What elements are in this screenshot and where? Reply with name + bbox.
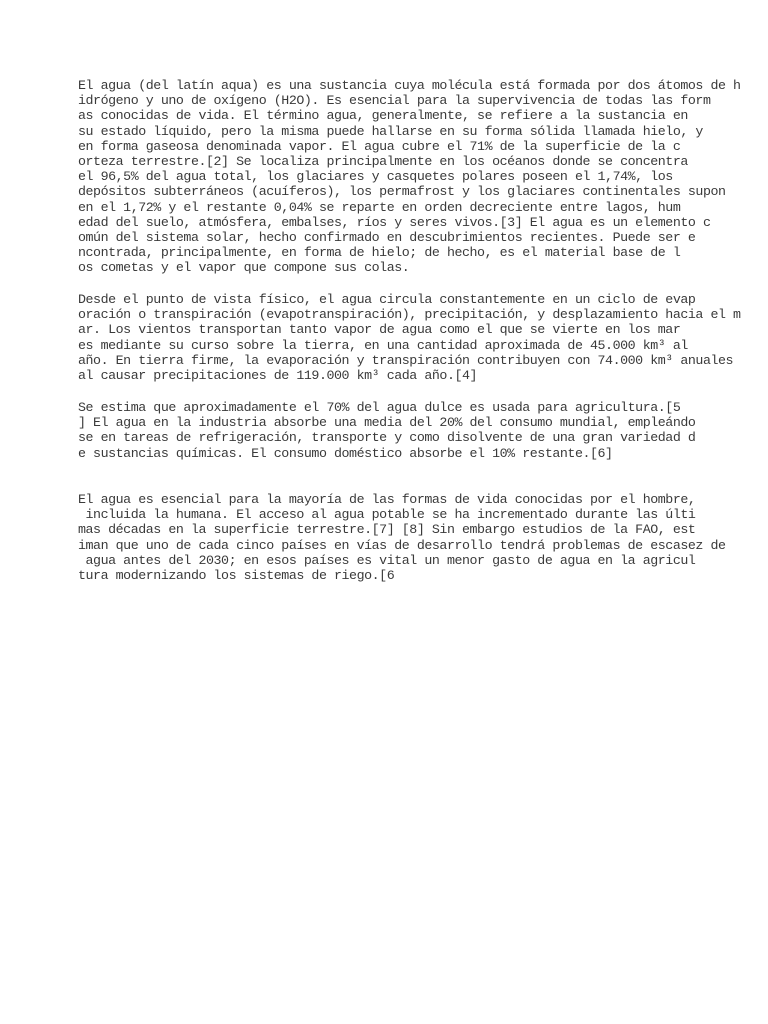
text-line: os cometas y el vapor que compone sus colas. (78, 260, 410, 276)
text-line: Se estima que aproximadamente el 70% del agua dulce es usada para agricultura.[5 (78, 400, 681, 415)
text-line: en forma gaseosa denominada vapor. El agua cubre el 71% de la superficie de la c (78, 138, 681, 154)
text-line: tura modernizando los sistemas de riego.[6 (78, 567, 395, 583)
text-line: mas décadas en la superficie terrestre.[7] [8] Sin embargo estudios de la FAO, est (78, 522, 696, 538)
paragraph-1 (78, 78, 768, 275)
text-line: depósitos subterráneos (acuíferos), los permafrost y los glaciares continentales supon (78, 184, 726, 200)
text-line: al causar precipitaciones de 119.000 km³ cada año.[4] (78, 367, 478, 383)
paragraph-3 (78, 400, 768, 461)
text-line: su estado líquido, pero la misma puede hallarse en su forma sólida llamada hielo, y (78, 123, 703, 139)
paragraph-4 (78, 492, 768, 583)
text-line: agua antes del 2030; en esos países es vital un menor gasto de agua en la agricul (78, 552, 696, 568)
text-line: ] El agua en la industria absorbe una media del 20% del consumo mundial, empleándo (78, 415, 696, 431)
paragraph-2 (78, 292, 768, 383)
text-line: ncontrada, principalmente, en forma de hielo; de hecho, es el material base de l (78, 245, 681, 261)
text-line: El agua es esencial para la mayoría de las formas de vida conocidas por el hombre, (78, 492, 696, 507)
text-line: e sustancias químicas. El consumo doméstico absorbe el 10% restante.[6] (78, 445, 613, 461)
text-line: año. En tierra firme, la evaporación y transpiración contribuyen con 74.000 km³ anuales (78, 352, 734, 368)
text-line: Desde el punto de vista físico, el agua circula constantemente en un ciclo de evap (78, 292, 696, 307)
text-line: orteza terrestre.[2] Se localiza principalmente en los océanos donde se concentra (78, 153, 688, 169)
text-line: es mediante su curso sobre la tierra, en una cantidad aproximada de 45.000 km³ al (78, 337, 688, 353)
text-line: iman que uno de cada cinco países en vías de desarrollo tendrá problemas de escasez de (78, 537, 726, 553)
text-line: el 96,5% del agua total, los glaciares y casquetes polares poseen el 1,74%, los (78, 169, 673, 185)
text-line: idrógeno y uno de oxígeno (H2O). Es esencial para la supervivencia de todas las form (78, 93, 711, 109)
text-line: as conocidas de vida. El término agua, generalmente, se refiere a la sustancia en (78, 108, 688, 124)
text-line: incluida la humana. El acceso al agua potable se ha incrementado durante las últi (78, 507, 696, 523)
text-line: El agua (del latín aqua) es una sustancia cuya molécula está formada por dos átomos de h (78, 78, 741, 93)
text-line: oración o transpiración (evapotranspiración), precipitación, y desplazamiento hacia el m (78, 307, 741, 323)
text-line: ar. Los vientos transportan tanto vapor de agua como el que se vierte en los mar (78, 322, 681, 338)
text-line: en el 1,72% y el restante 0,04% se reparte en orden decreciente entre lagos, hum (78, 199, 681, 215)
text-line: edad del suelo, atmósfera, embalses, ríos y seres vivos.[3] El agua es un elemento c (78, 214, 711, 230)
text-line: se en tareas de refrigeración, transporte y como disolvente de una gran variedad d (78, 430, 696, 446)
text-line: omún del sistema solar, hecho confirmado en descubrimientos recientes. Puede ser e (78, 229, 696, 245)
